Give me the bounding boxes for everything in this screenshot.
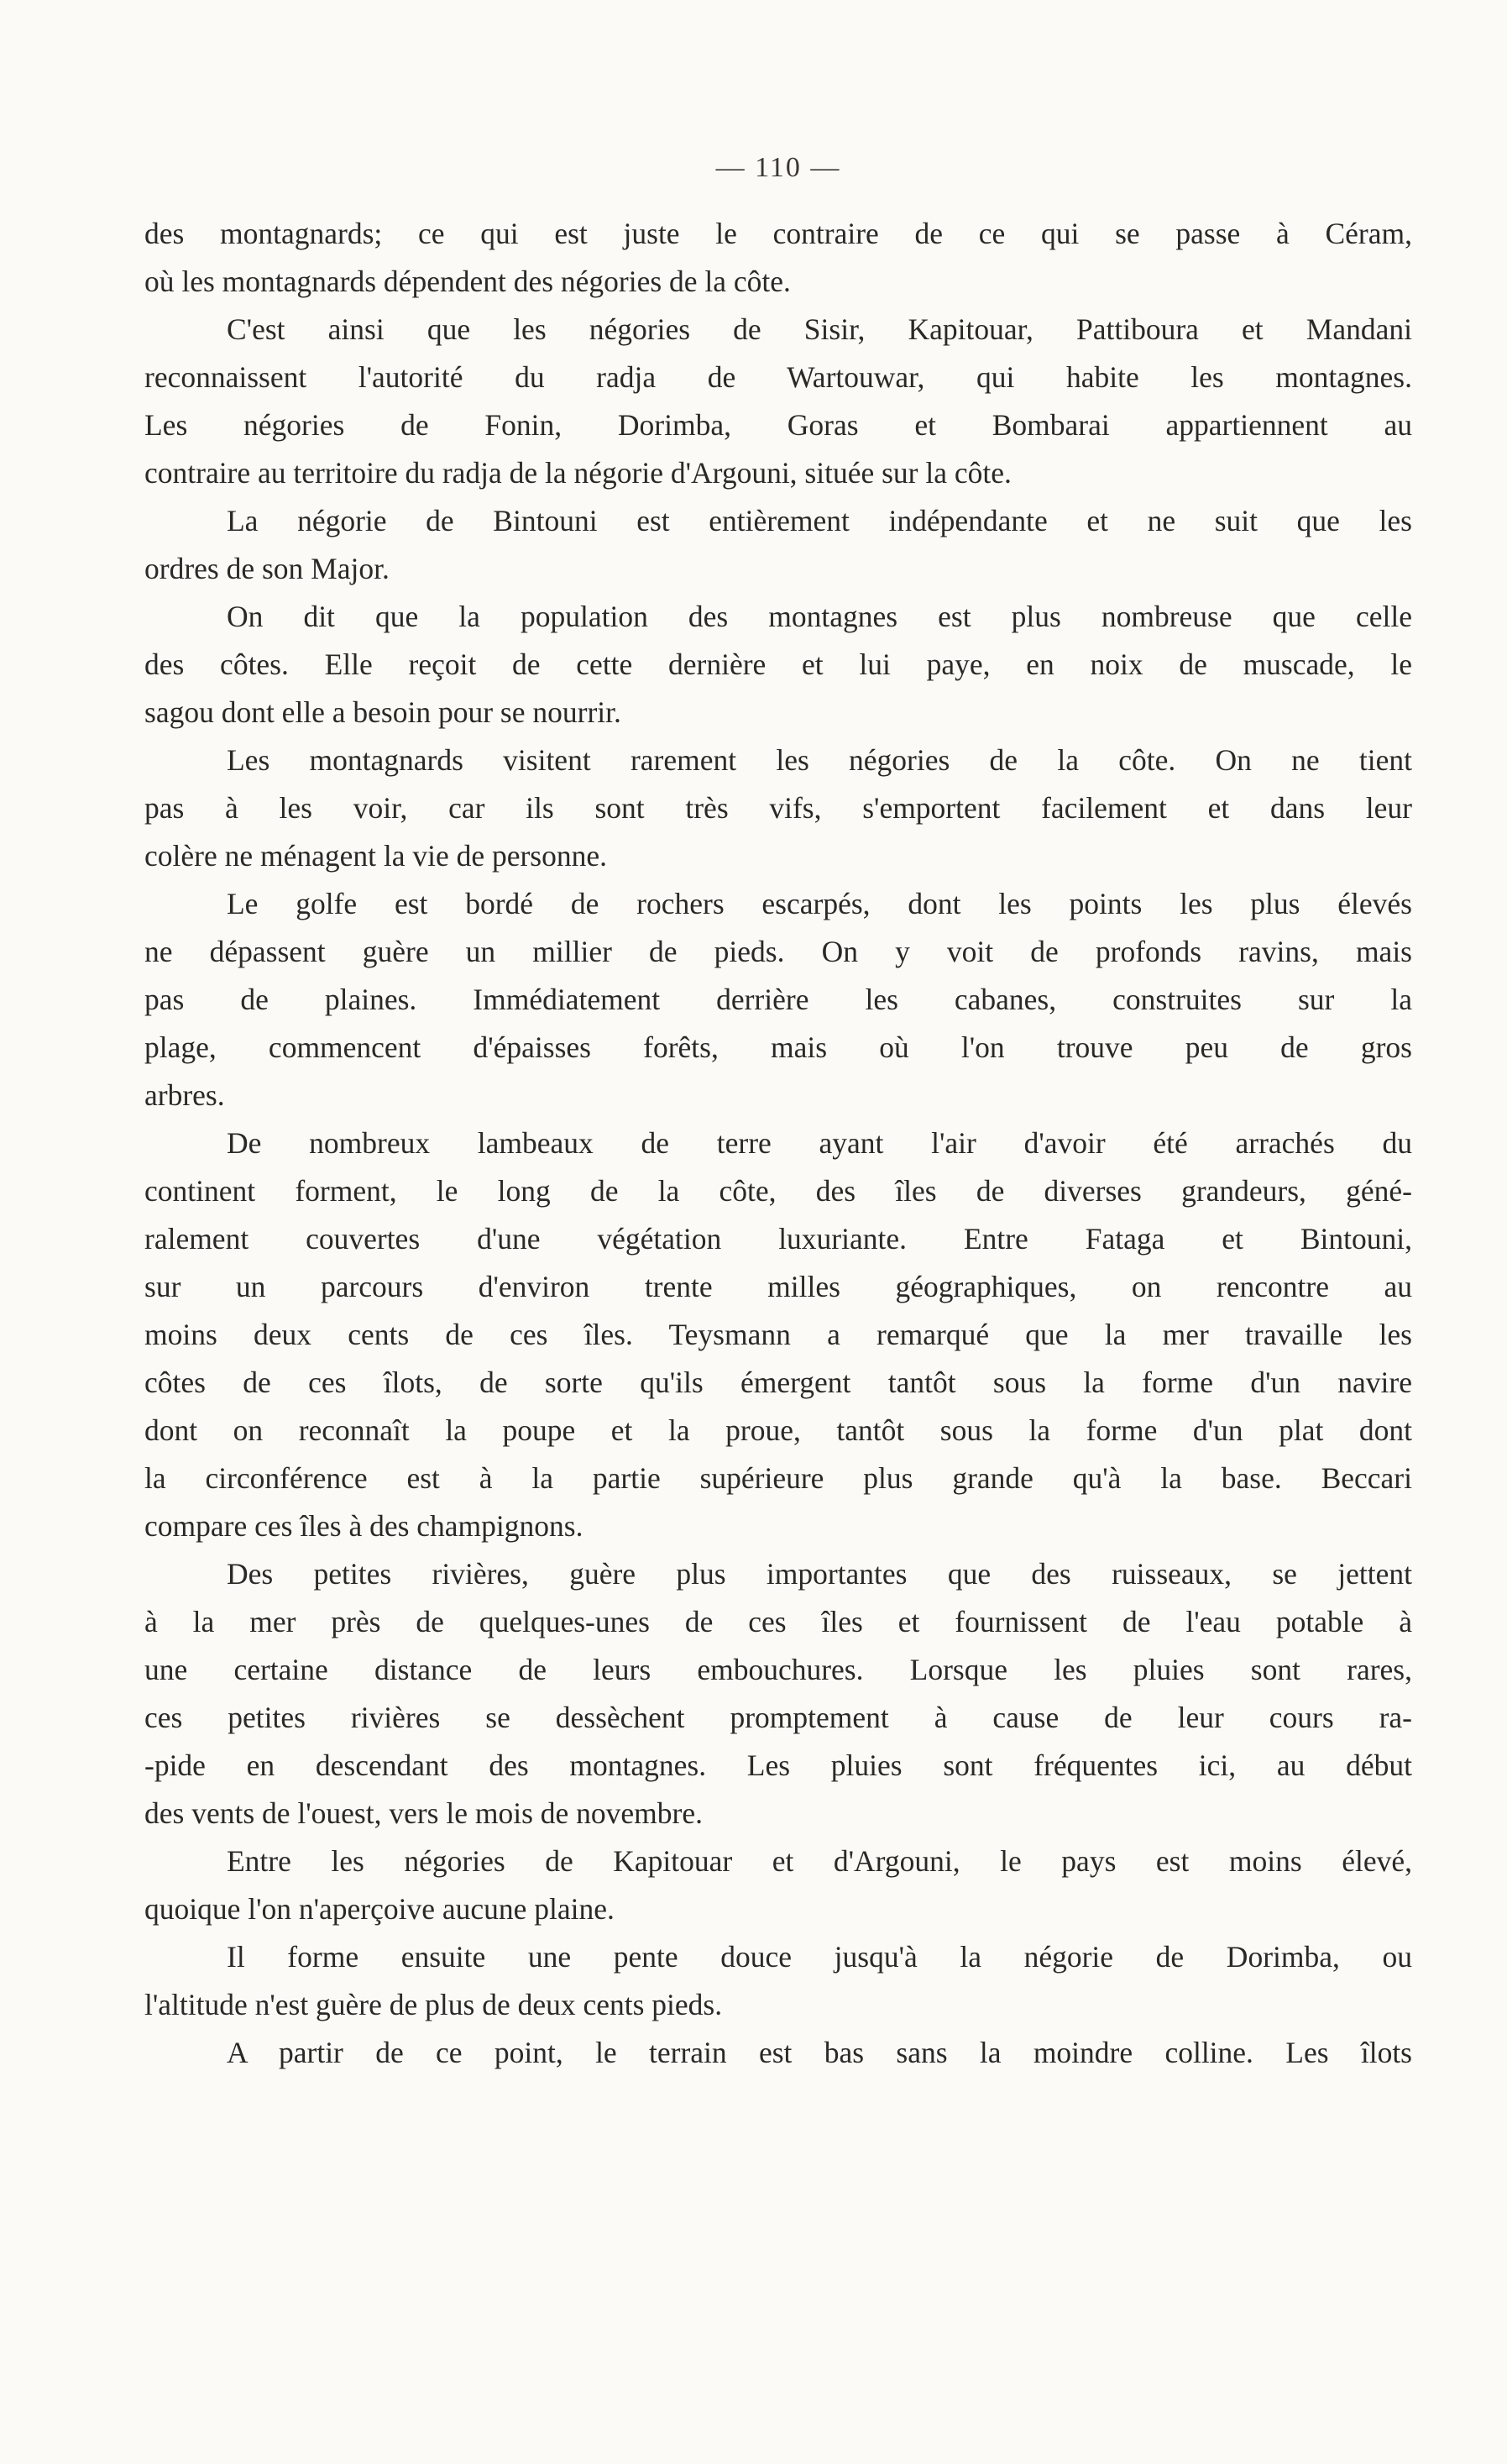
text-line: dont on reconnaît la poupe et la proue, tantôt sous la forme d'un plat dont xyxy=(144,1413,1412,1447)
text-line: Il forme ensuite une pente douce jusqu'à la négorie de Dorimba, ou xyxy=(227,1940,1412,1974)
text-line: la circonférence est à la partie supérieure plus grande qu'à la base. Beccari xyxy=(144,1461,1412,1495)
paragraph xyxy=(144,210,1412,306)
paragraph xyxy=(144,593,1412,737)
text-line: des montagnards; ce qui est juste le contraire de ce qui se passe à Céram, xyxy=(144,217,1412,250)
text-line: De nombreux lambeaux de terre ayant l'air d'avoir été arrachés du xyxy=(227,1126,1412,1160)
text-line: ne dépassent guère un millier de pieds. On y voit de profonds ravins, mais xyxy=(144,935,1412,968)
text-line: des vents de l'ouest, vers le mois de novembre. xyxy=(144,1796,703,1830)
text-line: où les montagnards dépendent des négories de la côte. xyxy=(144,265,791,298)
paragraph xyxy=(144,497,1412,593)
paragraph xyxy=(144,880,1412,1119)
text-line: reconnaissent l'autorité du radja de Wartouwar, qui habite les montagnes. xyxy=(144,360,1412,394)
text-line: -pide en descendant des montagnes. Les pluies sont fréquentes ici, au début xyxy=(144,1748,1412,1782)
paragraph xyxy=(144,1838,1412,1933)
text-line: Le golfe est bordé de rochers escarpés, dont les points les plus élevés xyxy=(227,887,1412,920)
text-line: sagou dont elle a besoin pour se nourrir. xyxy=(144,695,621,729)
text-line: continent forment, le long de la côte, des îles de diverses grandeurs, géné- xyxy=(144,1174,1412,1208)
text-line: sur un parcours d'environ trente milles géographiques, on rencontre au xyxy=(144,1270,1412,1303)
text-line: des côtes. Elle reçoit de cette dernière et lui paye, en noix de muscade, le xyxy=(144,647,1412,681)
document-page xyxy=(144,151,1412,2077)
text-line: Les montagnards visitent rarement les négories de la côte. On ne tient xyxy=(227,743,1412,777)
body-text xyxy=(144,210,1412,2077)
text-line: l'altitude n'est guère de plus de deux cents pieds. xyxy=(144,1988,723,2021)
text-line: Entre les négories de Kapitouar et d'Argouni, le pays est moins élevé, xyxy=(227,1844,1412,1878)
paragraph xyxy=(144,1119,1412,1550)
paragraph xyxy=(144,737,1412,880)
paragraph xyxy=(144,1933,1412,2029)
text-line: ralement couvertes d'une végétation luxuriante. Entre Fataga et Bintouni, xyxy=(144,1222,1412,1256)
text-line: colère ne ménagent la vie de personne. xyxy=(144,839,607,873)
text-line: moins deux cents de ces îles. Teysmann a remarqué que la mer travaille les xyxy=(144,1318,1412,1351)
text-line: quoique l'on n'aperçoive aucune plaine. xyxy=(144,1892,615,1926)
paragraph xyxy=(144,2029,1412,2077)
text-line: arbres. xyxy=(144,1078,225,1112)
text-line: pas de plaines. Immédiatement derrière les cabanes, construites sur la xyxy=(144,983,1412,1016)
text-line: ces petites rivières se dessèchent promptement à cause de leur cours ra- xyxy=(144,1701,1412,1734)
text-line: pas à les voir, car ils sont très vifs, s'emportent facilement et dans leur xyxy=(144,791,1412,825)
text-line: La négorie de Bintouni est entièrement indépendante et ne suit que les xyxy=(227,504,1412,537)
text-line: côtes de ces îlots, de sorte qu'ils émergent tantôt sous la forme d'un navire xyxy=(144,1366,1412,1399)
paragraph xyxy=(144,1550,1412,1838)
text-line: On dit que la population des montagnes est plus nombreuse que celle xyxy=(227,600,1412,633)
text-line: Les négories de Fonin, Dorimba, Goras et Bombarai appartiennent au xyxy=(144,408,1412,442)
paragraph xyxy=(144,306,1412,497)
text-line: plage, commencent d'épaisses forêts, mais où l'on trouve peu de gros xyxy=(144,1030,1412,1064)
text-line: à la mer près de quelques-unes de ces îles et fournissent de l'eau potable à xyxy=(144,1605,1412,1638)
text-line: ordres de son Major. xyxy=(144,552,390,585)
text-line: compare ces îles à des champignons. xyxy=(144,1509,583,1543)
text-line: une certaine distance de leurs embouchures. Lorsque les pluies sont rares, xyxy=(144,1653,1412,1686)
page-number: — 110 — xyxy=(715,152,841,183)
text-line: contraire au territoire du radja de la négorie d'Argouni, située sur la côte. xyxy=(144,456,1012,490)
text-line: C'est ainsi que les négories de Sisir, Kapitouar, Pattiboura et Mandani xyxy=(227,312,1412,346)
text-line: Des petites rivières, guère plus importantes que des ruisseaux, se jettent xyxy=(227,1557,1412,1591)
text-line: A partir de ce point, le terrain est bas sans la moindre colline. Les îlots xyxy=(227,2036,1412,2069)
